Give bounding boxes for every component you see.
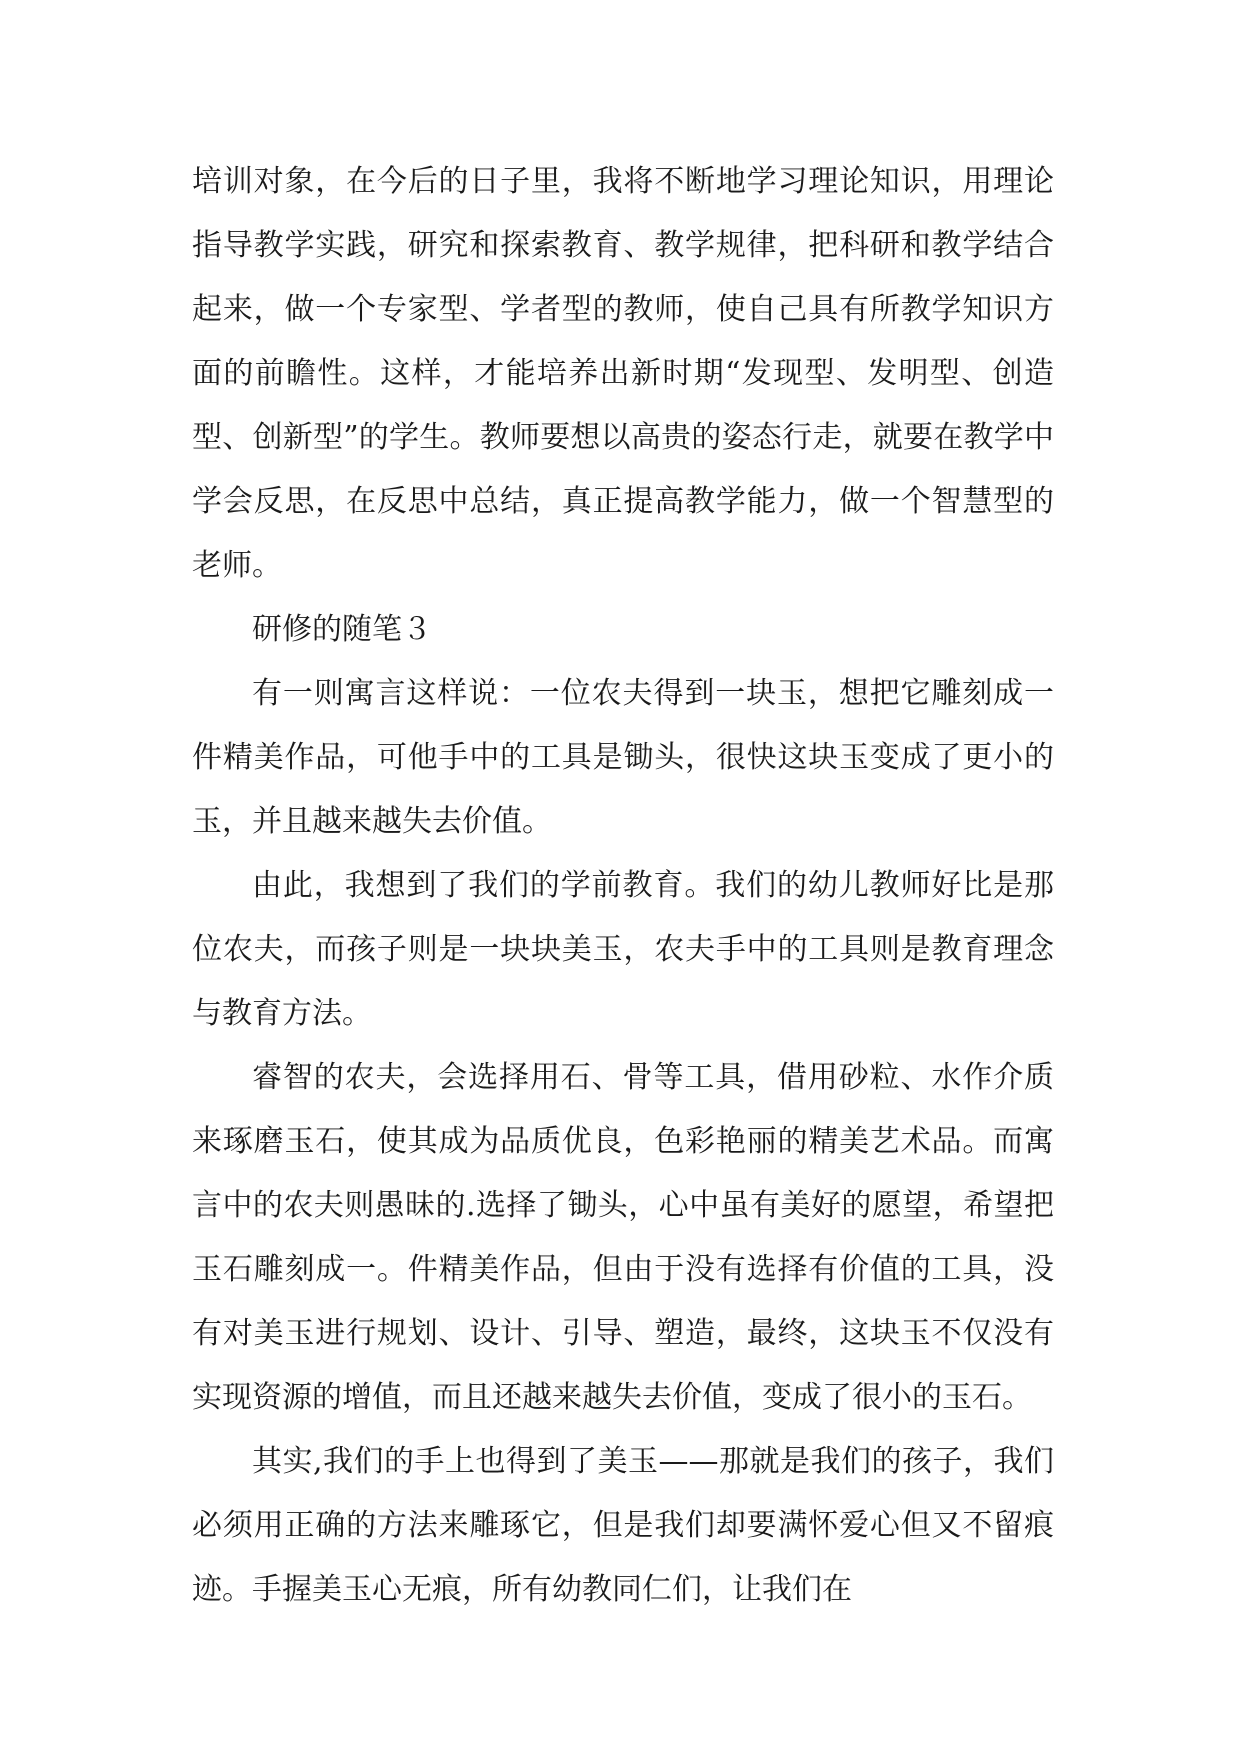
- paragraph-fable: 有一则寓言这样说：一位农夫得到一块玉，想把它雕刻成一件精美作品，可他手中的工具是锄头，很快这块玉变成了更小的玉，并且越来越失去价值。: [192, 676, 1054, 839]
- paragraph-preschool: 由此，我想到了我们的学前教育。我们的幼儿教师好比是那位农夫，而孩子则是一块块美玉，农夫手中的工具则是教育理念与教育方法。: [192, 868, 1054, 1031]
- paragraph-continuation: 培训对象，在今后的日子里，我将不断地学习理论知识，用理论指导教学实践，研究和探索教育、教学规律，把科研和教学结合起来，做一个专家型、学者型的教师，使自己具有所教学知识方面的前瞻性。这样，才能培养出新时期“发现型、发明型、创造型、创新型”的学生。教师要想以高贵的姿态行走，就要在教学中学会反思，在反思中总结，真正提高教学能力，做一个智慧型的老师。: [192, 164, 1054, 583]
- paragraph-wise-farmer: 睿智的农夫，会选择用石、骨等工具，借用砂粒、水作介质来琢磨玉石，使其成为品质优良，色彩艳丽的精美艺术品。而寓言中的农夫则愚昧的.选择了锄头，心中虽有美好的愿望，希望把玉石雕刻成一。件精美作品，但由于没有选择有价值的工具，没有对美玉进行规划、设计、引导、塑造，最终，这块玉不仅没有实现资源的增值，而且还越来越失去价值，变成了很小的玉石。: [192, 1060, 1054, 1415]
- paragraph-conclusion: 其实,我们的手上也得到了美玉——那就是我们的孩子，我们必须用正确的方法来雕琢它，但是我们却要满怀爱心但又不留痕迹。手握美玉心无痕，所有幼教同仁们，让我们在: [192, 1444, 1054, 1607]
- document-body: [192, 150, 1054, 1622]
- section-heading: 研修的随笔３: [252, 612, 432, 647]
